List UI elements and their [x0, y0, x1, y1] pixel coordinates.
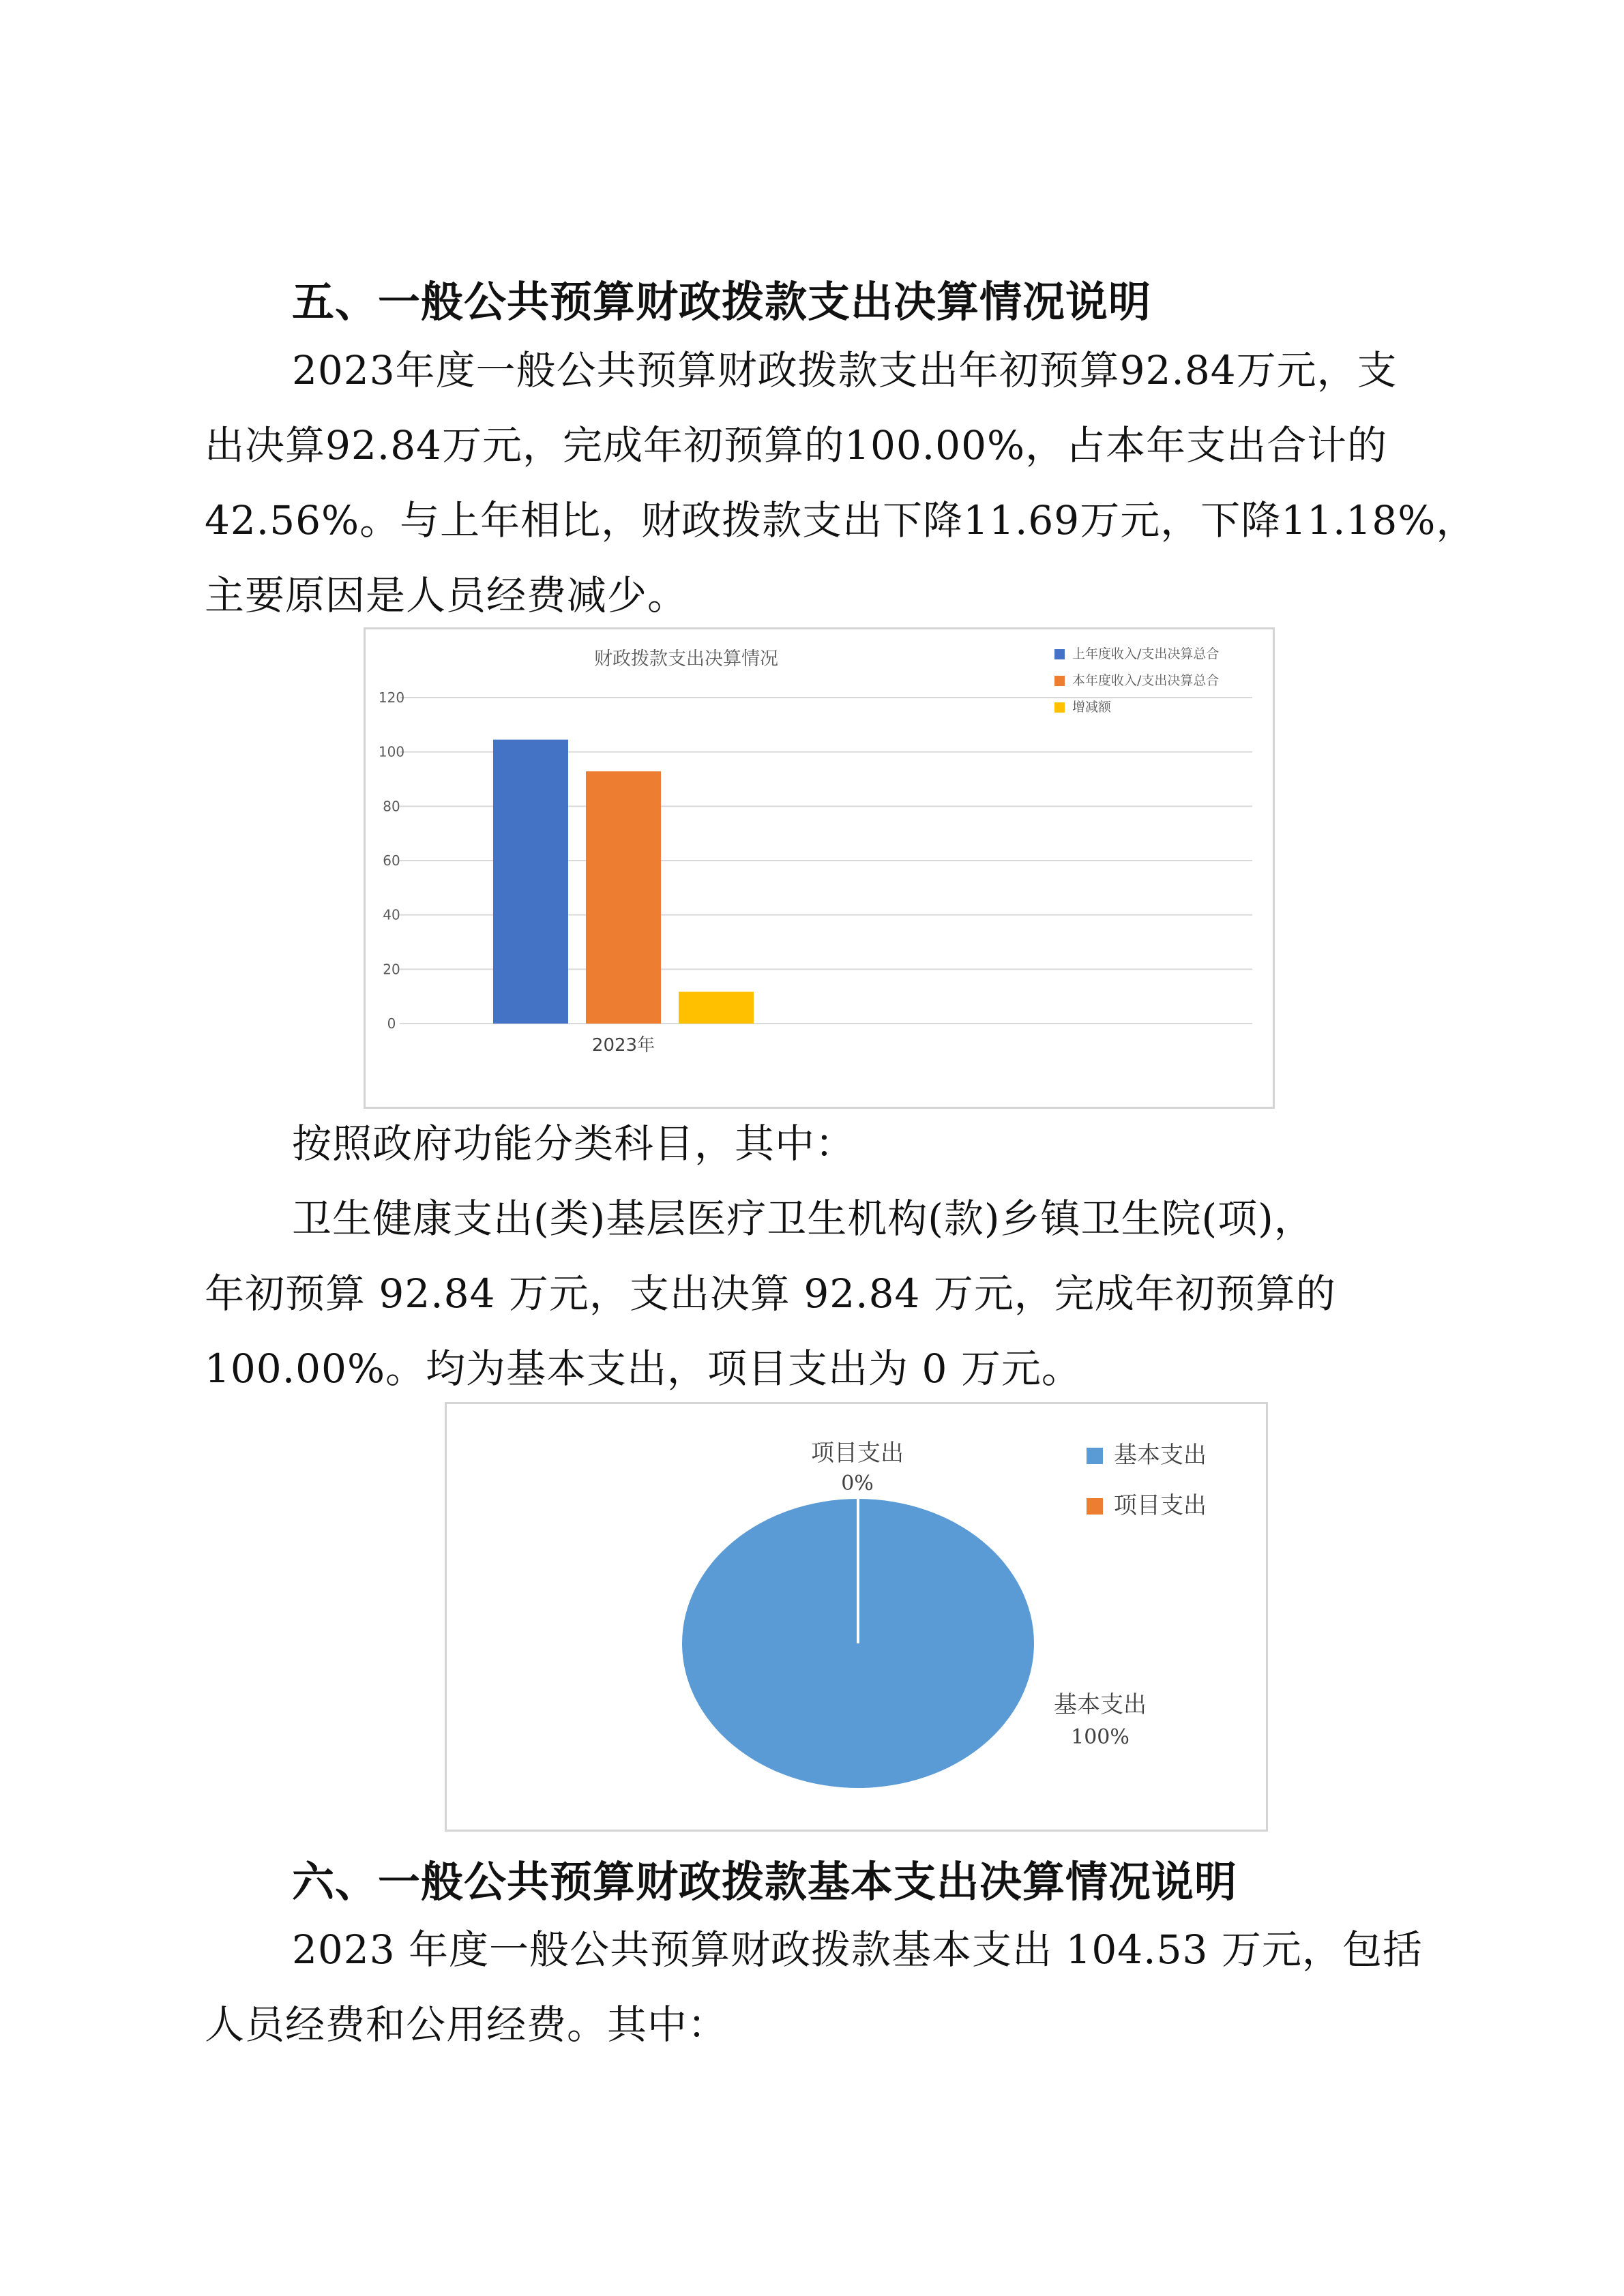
- bar-3: [679, 992, 754, 1024]
- bar-y-tick-label: 20: [383, 961, 400, 978]
- bar-legend-label: 上年度收入/支出决算总合: [1072, 646, 1220, 661]
- section-5-heading: 五、一般公共预算财政拨款支出决算情况说明: [292, 277, 1152, 327]
- bar-chart-legend: [1054, 646, 1219, 715]
- bar-chart-canvas: [366, 629, 1277, 1111]
- bar-legend-label: 增减额: [1072, 700, 1112, 715]
- function-class-line-3: 100.00%。均为基本支出，项目支出为 0 万元。: [205, 1345, 1082, 1392]
- section-6-line-1: 2023 年度一般公共预算财政拨款基本支出 104.53 万元，包括: [292, 1926, 1423, 1973]
- section-6-heading: 六、一般公共预算财政拨款基本支出决算情况说明: [292, 1857, 1238, 1907]
- pie-legend-label: 项目支出: [1114, 1492, 1207, 1519]
- section-5-line-4: 主要原因是人员经费减少。: [205, 572, 688, 618]
- bar-legend-label: 本年度收入/支出决算总合: [1072, 673, 1220, 688]
- bar-legend-swatch: [1054, 676, 1065, 686]
- pie-data-label-name: 项目支出: [811, 1440, 904, 1467]
- section-6-line-2: 人员经费和公用经费。其中：: [205, 2001, 728, 2048]
- bar-2: [586, 771, 661, 1024]
- pie-data-label-percent: 100%: [1071, 1725, 1130, 1749]
- bar-legend-swatch: [1054, 649, 1065, 659]
- bar-x-tick-label: 2023年: [591, 1035, 655, 1056]
- pie-chart-canvas: [447, 1404, 1270, 1834]
- bar-y-tick-label: 100: [378, 743, 405, 760]
- pie-chart-slices: [682, 1499, 1034, 1788]
- pie-chart: [445, 1402, 1268, 1832]
- bar-y-tick-label: 60: [383, 852, 400, 869]
- bar-y-tick-label: 120: [378, 689, 405, 706]
- bar-chart-x-labels: [592, 1035, 655, 1056]
- bar-y-tick-label: 0: [387, 1015, 396, 1032]
- section-5-line-3: 42.56%。与上年相比，财政拨款支出下降11.69万元，下降11.18%，: [205, 497, 1477, 543]
- section-5-line-2: 出决算92.84万元，完成年初预算的100.00%，占本年支出合计的: [205, 422, 1388, 468]
- function-class-intro: 按照政府功能分类科目，其中：: [292, 1120, 856, 1167]
- pie-data-label-percent: 0%: [841, 1472, 874, 1495]
- pie-legend-swatch: [1087, 1498, 1103, 1515]
- section-5-line-1: 2023年度一般公共预算财政拨款支出年初预算92.84万元，支: [292, 347, 1398, 393]
- bar-y-tick-label: 40: [383, 906, 400, 923]
- function-class-line-2: 年初预算 92.84 万元，支出决算 92.84 万元，完成年初预算的: [205, 1270, 1336, 1317]
- bar-legend-swatch: [1054, 702, 1065, 713]
- bar-1: [493, 740, 568, 1024]
- pie-legend-label: 基本支出: [1114, 1442, 1207, 1469]
- bar-chart-title: 财政拨款支出决算情况: [594, 648, 778, 670]
- function-class-line-1: 卫生健康支出(类)基层医疗卫生机构(款)乡镇卫生院(项)，: [292, 1195, 1314, 1242]
- pie-chart-legend: [1087, 1442, 1207, 1519]
- bar-chart-bars: [493, 740, 754, 1024]
- pie-data-label-name: 基本支出: [1054, 1691, 1147, 1718]
- bar-y-tick-label: 80: [383, 798, 400, 815]
- pie-legend-swatch: [1087, 1448, 1103, 1464]
- bar-chart: [364, 627, 1275, 1109]
